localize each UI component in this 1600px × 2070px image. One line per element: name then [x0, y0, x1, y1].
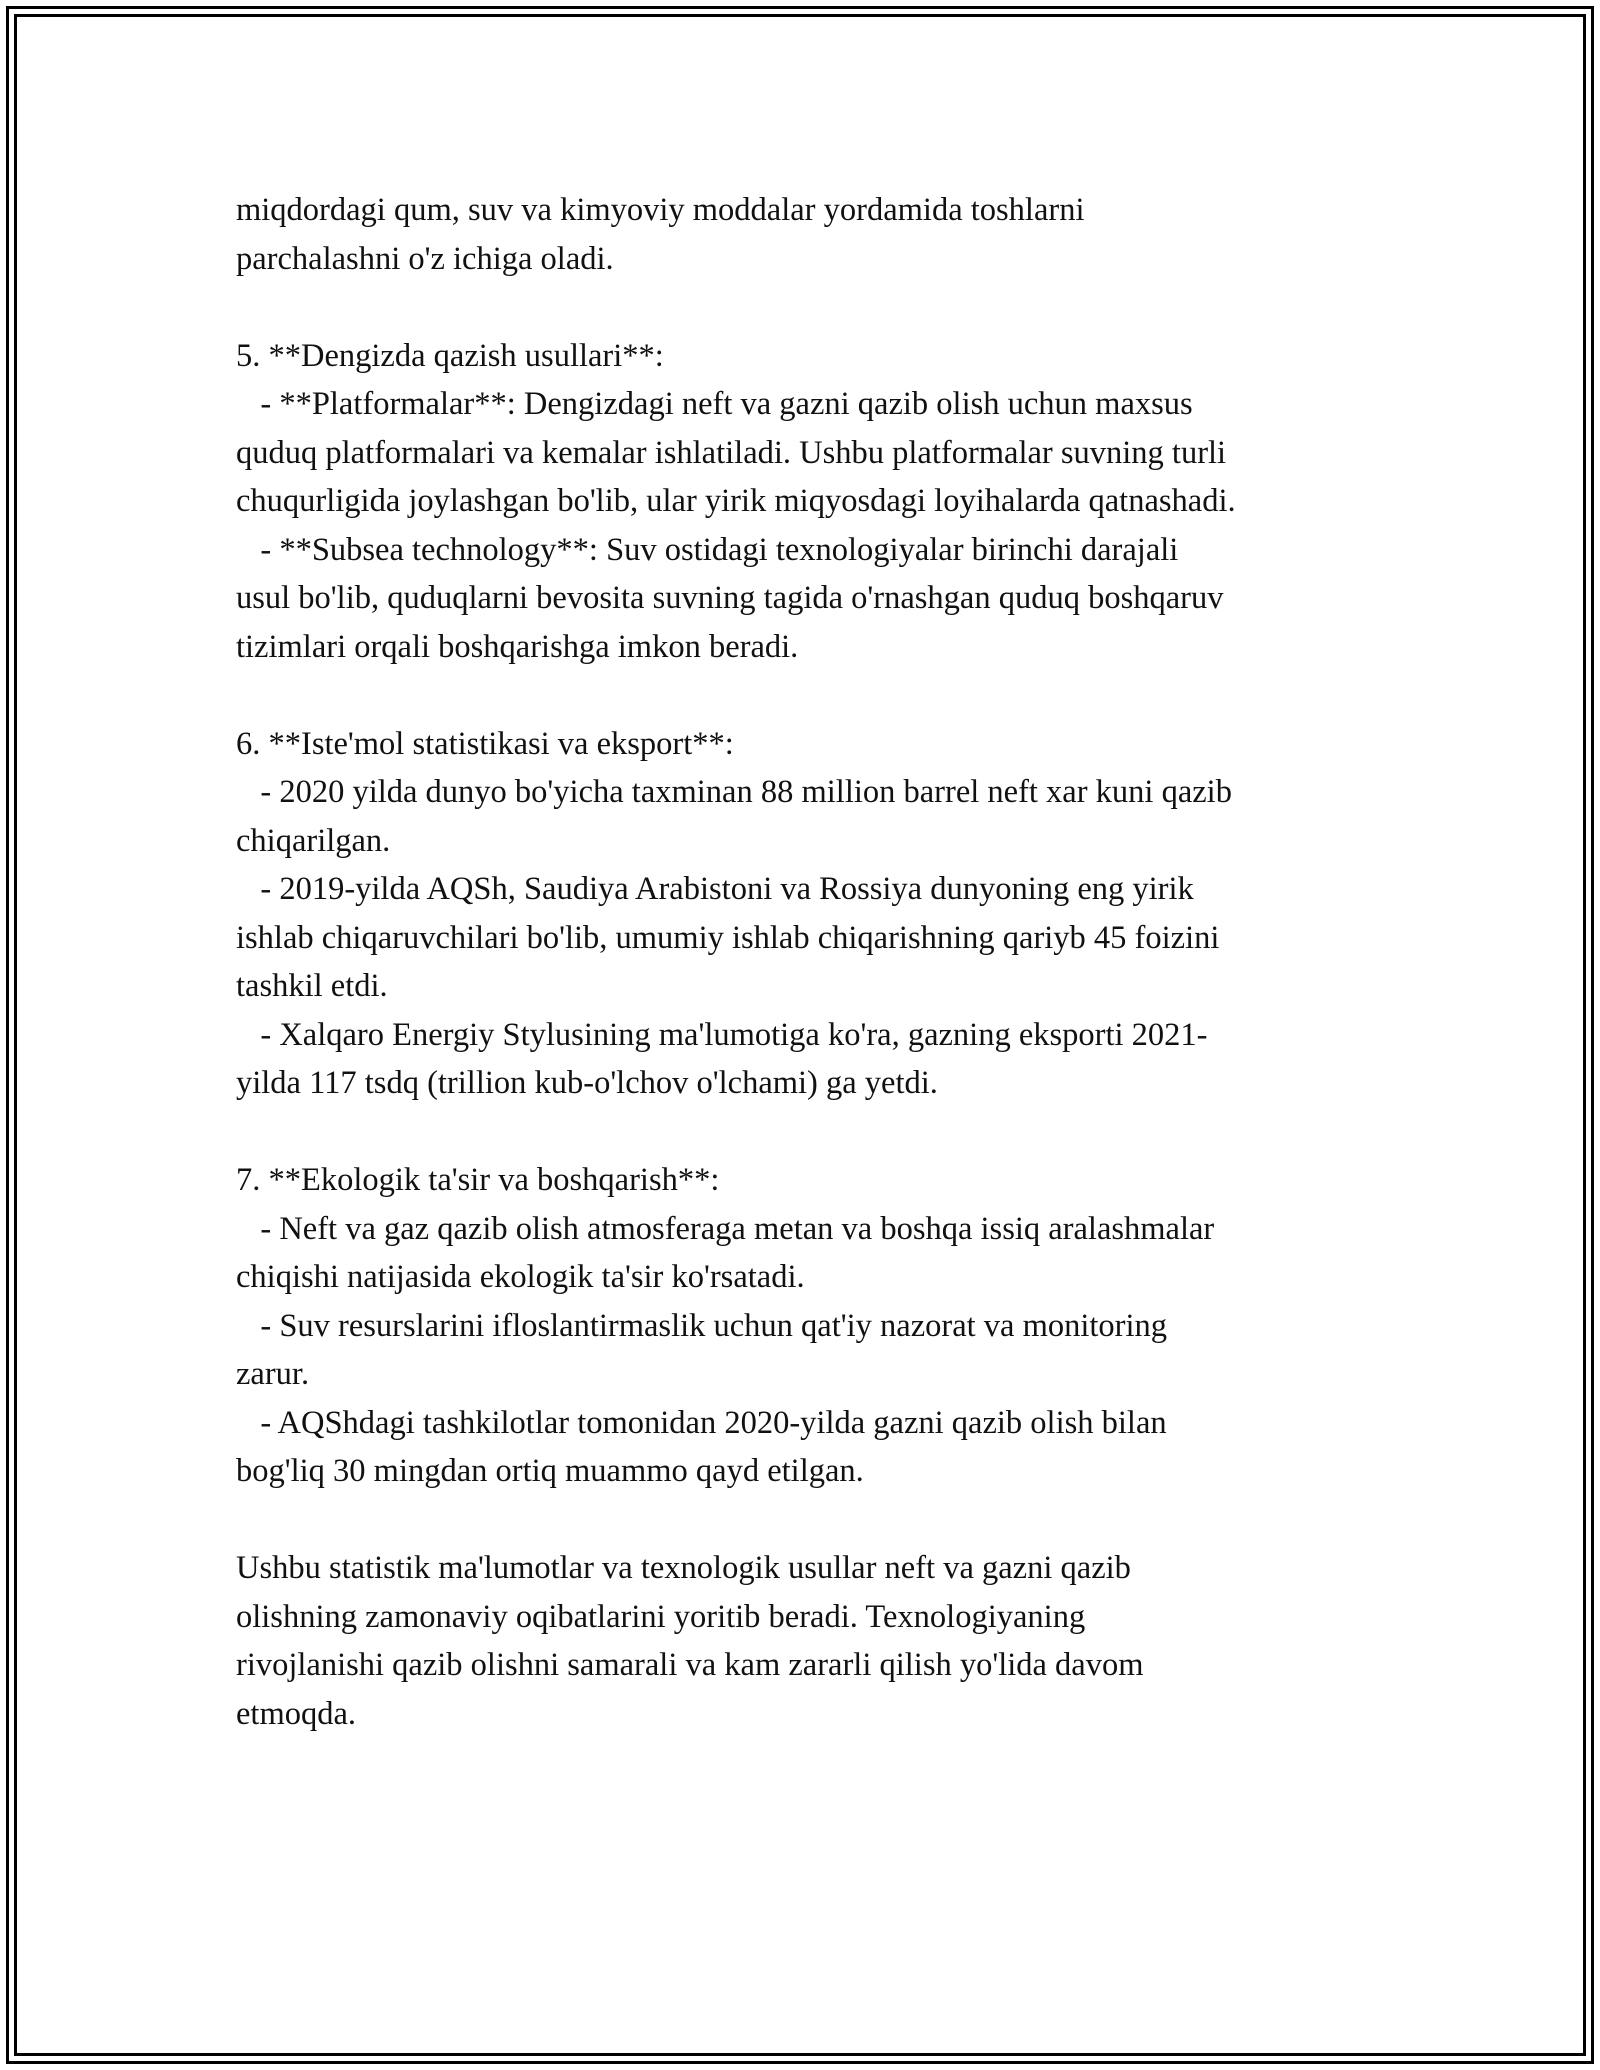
section-heading: 5. **Dengizda qazish usullari**: — [236, 337, 664, 374]
text-line: - **Subsea technology**: Suv ostidagi texnologiyalar birinchi darajali — [236, 531, 1179, 568]
section-heading: 6. **Iste'mol statistikasi va eksport**: — [236, 725, 734, 762]
section-heading: 7. **Ekologik ta'sir va boshqarish**: — [236, 1162, 720, 1198]
text-line: tizimlari orqali boshqarishga imkon beradi. — [236, 628, 799, 665]
text-line: tashkil etdi. — [236, 968, 388, 1004]
list-item — [236, 1205, 1416, 1302]
paragraph-gap — [236, 671, 1416, 720]
document-body — [236, 186, 1416, 1738]
text-line: bog'liq 30 mingdan ortiq muammo qayd etilgan. — [236, 1453, 864, 1489]
text-line: zarur. — [236, 1356, 310, 1392]
text-line: miqdordagi qum, suv va kimyoviy moddalar yordamida toshlarni — [236, 192, 1085, 228]
text-line: chiqishi natijasida ekologik ta'sir ko'rsatadi. — [236, 1259, 805, 1295]
text-line: - AQShdagi tashkilotlar tomonidan 2020-yilda gazni qazib olish bilan — [236, 1404, 1167, 1441]
text-line: parchalashni o'z ichiga oladi. — [236, 240, 614, 277]
text-line: chiqarilgan. — [236, 822, 391, 859]
text-line: ishlab chiqaruvchilari bo'lib, umumiy ishlab chiqarishning qariyb 45 foizini — [236, 919, 1220, 956]
list-item — [236, 1011, 1416, 1108]
section-7 — [236, 1156, 1416, 1496]
text-line: Ushbu statistik ma'lumotlar va texnologik usullar neft va gazni qazib — [236, 1550, 1131, 1586]
list-item — [236, 768, 1416, 865]
paragraph-gap — [236, 1108, 1416, 1157]
list-item — [236, 865, 1416, 1011]
intro-paragraph — [236, 186, 1416, 283]
conclusion-paragraph — [236, 1544, 1416, 1738]
text-line: - **Platformalar**: Dengizdagi neft va gazni qazib olish uchun maxsus — [236, 386, 1193, 422]
text-line: - Xalqaro Energiy Stylusining ma'lumotiga ko'ra, gazning eksporti 2021- — [236, 1016, 1208, 1053]
list-item — [236, 526, 1416, 672]
text-line: olishning zamonaviy oqibatlarini yoritib beradi. Texnologiyaning — [236, 1598, 1086, 1635]
paragraph-gap — [236, 1496, 1416, 1545]
text-line: - Suv resurslarini ifloslantirmaslik uchun qat'iy nazorat va monitoring — [236, 1307, 1168, 1344]
text-line: chuqurligida joylashgan bo'lib, ular yirik miqyosdagi loyihalarda qatnashadi. — [236, 483, 1236, 519]
list-item — [236, 380, 1416, 526]
text-line: etmoqda. — [236, 1695, 357, 1732]
text-line: - Neft va gaz qazib olish atmosferaga metan va boshqa issiq aralashmalar — [236, 1210, 1215, 1247]
text-line: yilda 117 tsdq (trillion kub-o'lchov o'lchami) ga yetdi. — [236, 1065, 938, 1101]
text-line: - 2019-yilda AQSh, Saudiya Arabistoni va Rossiya dunyoning eng yirik — [236, 871, 1194, 907]
section-5 — [236, 332, 1416, 672]
list-item — [236, 1399, 1416, 1496]
text-line: - 2020 yilda dunyo bo'yicha taxminan 88 million barrel neft xar kuni qazib — [236, 774, 1232, 810]
section-6 — [236, 720, 1416, 1108]
text-line: quduq platformalari va kemalar ishlatiladi. Ushbu platformalar suvning turli — [236, 434, 1227, 471]
paragraph-gap — [236, 283, 1416, 332]
list-item — [236, 1302, 1416, 1399]
text-line: usul bo'lib, quduqlarni bevosita suvning tagida o'rnashgan quduq boshqaruv — [236, 580, 1224, 616]
text-line: rivojlanishi qazib olishni samarali va kam zararli qilish yo'lida davom — [236, 1647, 1144, 1683]
